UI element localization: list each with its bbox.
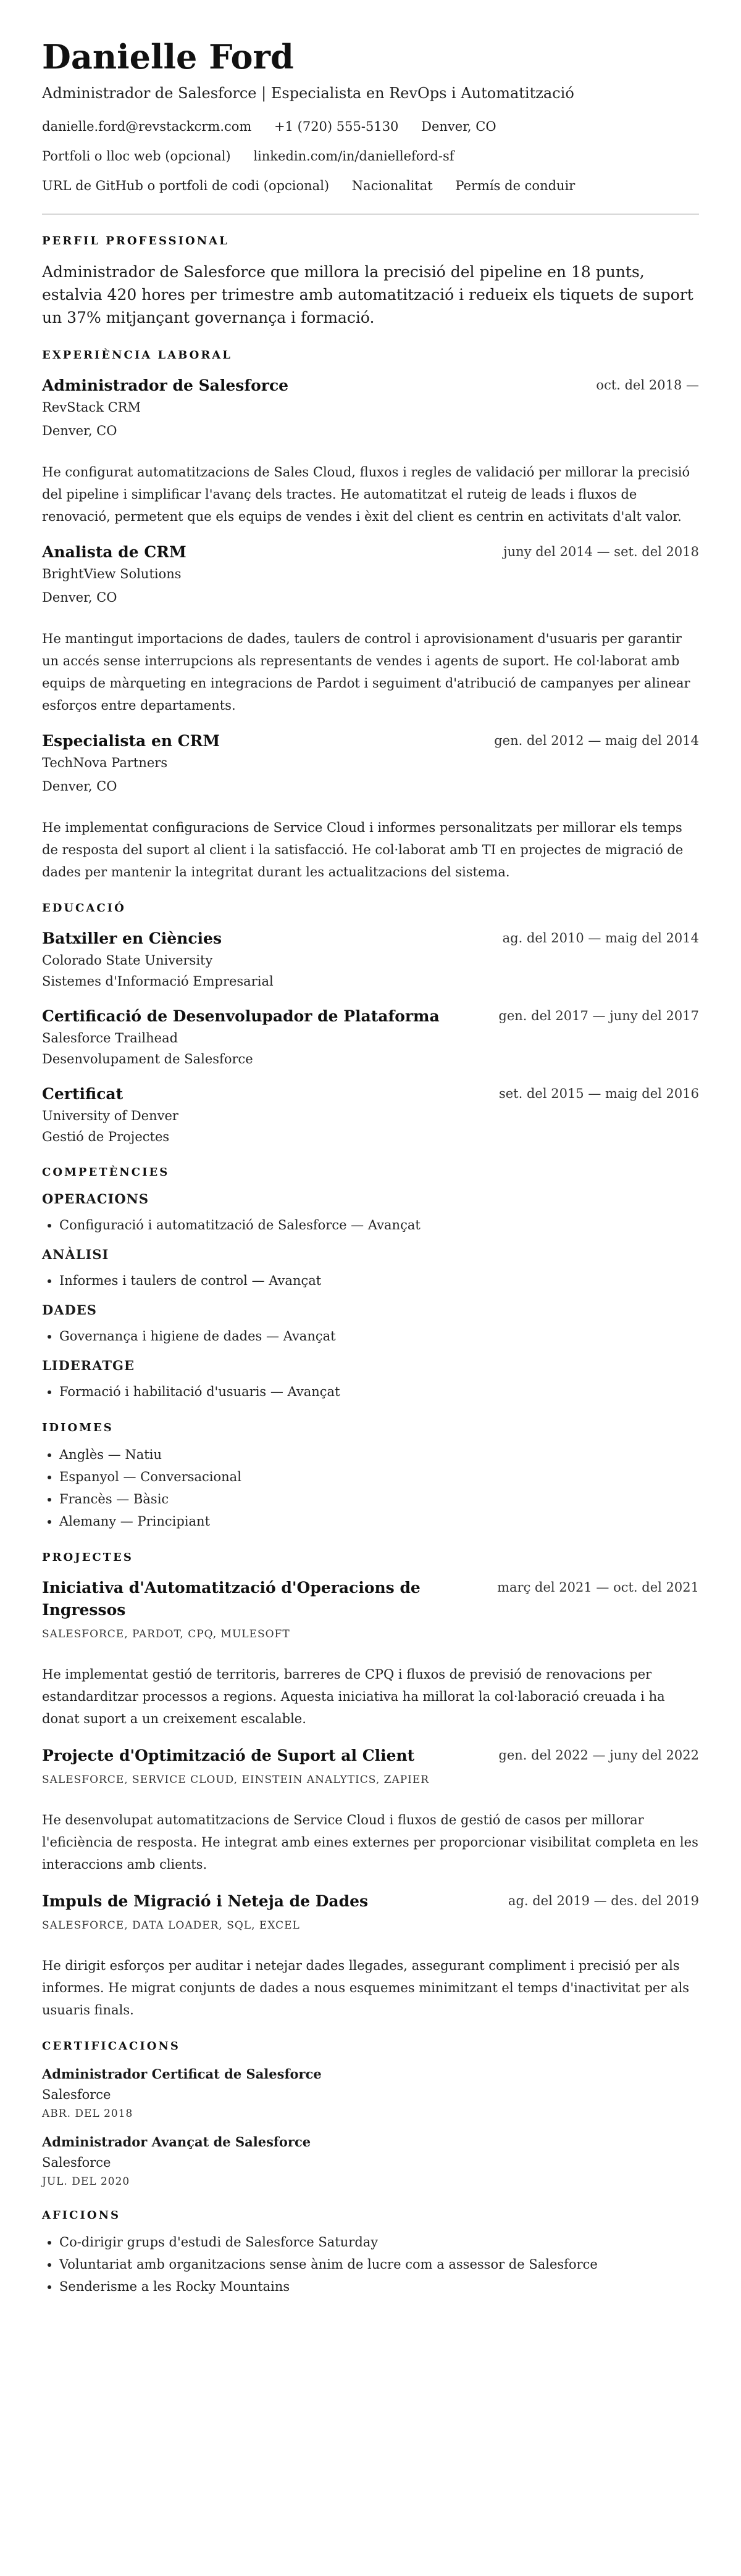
skill-item: • Configuració i automatització de Salesforce — Avançat	[59, 1214, 699, 1236]
language-item: • Anglès — Natiu	[59, 1444, 699, 1466]
languages-section	[42, 1420, 699, 1532]
location-text: Denver, CO	[421, 119, 496, 134]
project-description: He implementat gestió de territoris, barreres de CPQ i fluxos de previsió de renovacions per estandarditzar processos a regions. Aquesta iniciativa ha millorat la col·laboració creuada i ha donat suport a un creixement escalable.	[42, 1667, 665, 1726]
education-dates: set. del 2015 — maig del 2016	[498, 1086, 699, 1101]
hobbies-title: AFICIONS	[42, 2209, 121, 2222]
skill-list	[42, 1269, 699, 1292]
phone-text: +1 (720) 555-5130	[274, 119, 399, 134]
experience-section	[42, 347, 699, 883]
languages-list	[42, 1444, 699, 1532]
header-divider	[42, 214, 699, 215]
education-dates: ag. del 2010 — maig del 2014	[502, 931, 699, 945]
skill-item: • Formació i habilitació d'usuaris — Avançat	[59, 1381, 699, 1403]
certifications-title: CERTIFICACIONS	[42, 2040, 180, 2053]
language-item: • Espanyol — Conversacional	[59, 1466, 699, 1488]
education-entry	[42, 1083, 699, 1147]
headline: Administrador de Salesforce | Especialista en RevOps i Automatització	[42, 85, 574, 102]
profile-summary: Administrador de Salesforce que millora la precisió del pipeline en 18 punts, estalvia 420 hores per trimestre amb automatització i redueix els tiquets de suport un 37% mitjançant governança i formació.	[42, 263, 693, 326]
field-of-study: Sistemes d'Informació Empresarial	[42, 974, 274, 989]
certification-date: JUL. DEL 2020	[42, 2175, 130, 2188]
institution-name: Salesforce Trailhead	[42, 1031, 178, 1045]
profile-title: PERFIL PROFESSIONAL	[42, 235, 229, 247]
projects-section	[42, 1550, 699, 2021]
education-entry	[42, 1005, 699, 1070]
experience-entry	[42, 730, 699, 883]
certification-date: ABR. DEL 2018	[42, 2108, 133, 2120]
project-tags: SALESFORCE, DATA LOADER, SQL, EXCEL	[42, 1919, 300, 1932]
project-name: Projecte d'Optimització de Suport al Client	[42, 1747, 415, 1764]
job-role: Administrador de Salesforce	[42, 376, 289, 394]
job-role: Analista de CRM	[42, 543, 186, 561]
degree-name: Batxiller en Ciències	[42, 929, 222, 947]
experience-title: EXPERIÈNCIA LABORAL	[42, 349, 232, 362]
skill-group-title: ANÀLISI	[42, 1247, 109, 1262]
project-description: He dirigit esforços per auditar i netejar dades llegades, assegurant compliment i precisió per als informes. He migrat conjunts de dades a nous esquemes minimitzant el temps d'inactivitat per als usuaris finals.	[42, 1958, 690, 2017]
project-tags: SALESFORCE, SERVICE CLOUD, EINSTEIN ANALYTICS, ZAPIER	[42, 1774, 430, 1786]
skills-title: COMPETÈNCIES	[42, 1166, 170, 1179]
project-name: Impuls de Migració i Neteja de Dades	[42, 1892, 369, 1910]
language-item: • Alemany — Principiant	[59, 1510, 699, 1532]
skill-item: • Informes i taulers de control — Avançat	[59, 1269, 699, 1292]
institution-name: Colorado State University	[42, 953, 213, 968]
project-entry	[42, 1577, 699, 1730]
skill-list	[42, 1381, 699, 1403]
experience-entry	[42, 375, 699, 528]
language-item: • Francès — Bàsic	[59, 1488, 699, 1510]
job-location: Denver, CO	[42, 590, 117, 605]
linkedin-link[interactable]: linkedin.com/in/danielleford-sf	[253, 149, 454, 164]
experience-entry	[42, 541, 699, 717]
certification-entry	[42, 2064, 699, 2122]
nationality-text: Nacionalitat	[351, 178, 433, 193]
skills-section	[42, 1165, 699, 1403]
certification-entry	[42, 2132, 699, 2190]
project-dates: març del 2021 — oct. del 2021	[497, 1580, 699, 1595]
job-description: He mantingut importacions de dades, taulers de control i aprovisionament d'usuaris per garantir un accés sense interrupcions als representants de vendes i agents de suport. He col·laborat amb equips de màrqueting en integracions de Pardot i seguiment d'atribució de campanyes per alinear esforços entre departaments.	[42, 631, 690, 713]
job-location: Denver, CO	[42, 423, 117, 438]
skill-group-title: OPERACIONS	[42, 1191, 149, 1207]
profile-section	[42, 233, 699, 329]
resume-header	[42, 37, 699, 195]
job-dates: juny del 2014 — set. del 2018	[503, 544, 699, 559]
languages-title: IDIOMES	[42, 1421, 114, 1434]
job-description: He implementat configuracions de Service Cloud i informes personalitzats per millorar els temps de resposta del suport al client i la satisfacció. He col·laborat amb TI en projectes de migració de dades per mantenir la integritat durant les actualitzacions del sistema.	[42, 820, 684, 879]
skill-list	[42, 1214, 699, 1236]
skill-list	[42, 1325, 699, 1347]
certification-issuer: Salesforce	[42, 2155, 111, 2170]
portfolio-text: Portfoli o lloc web (opcional)	[42, 149, 231, 164]
email-text: danielle.ford@revstackcrm.com	[42, 119, 252, 134]
certification-issuer: Salesforce	[42, 2087, 111, 2102]
project-description: He desenvolupat automatitzacions de Service Cloud i fluxos de gestió de casos per millorar l'eficiència de resposta. He integrat amb eines externes per proporcionar visibilitat completa en les interaccions amb clients.	[42, 1813, 698, 1872]
education-entry	[42, 928, 699, 992]
certification-name: Administrador Certificat de Salesforce	[42, 2066, 322, 2082]
skill-group-title: DADES	[42, 1302, 97, 1318]
project-dates: gen. del 2022 — juny del 2022	[498, 1748, 699, 1763]
institution-name: University of Denver	[42, 1108, 178, 1123]
hobby-item: • Voluntariat amb organitzacions sense ànim de lucre com a assessor de Salesforce	[59, 2253, 699, 2275]
contact-row-2	[42, 147, 699, 165]
driving-license-text: Permís de conduir	[455, 178, 576, 193]
projects-title: PROJECTES	[42, 1551, 133, 1564]
hobby-item: • Senderisme a les Rocky Mountains	[59, 2275, 699, 2298]
job-description: He configurat automatitzacions de Sales Cloud, fluxos i regles de validació per millorar la precisió del pipeline i simplificar l'avanç dels tractes. He automatitzat el ruteig de leads i fluxos de renovació, permetent que els equips de vendes i èxit del client es centrin en activitats d'alt valor.	[42, 465, 690, 524]
candidate-name: Danielle Ford	[42, 37, 294, 77]
education-title: EDUCACIÓ	[42, 902, 126, 915]
job-dates: oct. del 2018 —	[596, 378, 699, 393]
hobbies-list	[42, 2231, 699, 2298]
job-company: BrightView Solutions	[42, 567, 182, 581]
job-dates: gen. del 2012 — maig del 2014	[494, 733, 699, 748]
skill-item: • Governança i higiene de dades — Avançat	[59, 1325, 699, 1347]
education-dates: gen. del 2017 — juny del 2017	[498, 1008, 699, 1023]
field-of-study: Gestió de Projectes	[42, 1129, 170, 1144]
field-of-study: Desenvolupament de Salesforce	[42, 1052, 253, 1066]
hobby-item: • Co-dirigir grups d'estudi de Salesforce Saturday	[59, 2231, 699, 2253]
degree-name: Certificat	[42, 1085, 124, 1103]
project-tags: SALESFORCE, PARDOT, CPQ, MULESOFT	[42, 1628, 290, 1640]
contact-row-1	[42, 117, 699, 136]
certification-name: Administrador Avançat de Salesforce	[42, 2134, 311, 2150]
skill-group-title: LIDERATGE	[42, 1358, 135, 1373]
job-company: TechNova Partners	[42, 755, 168, 770]
contact-row-3	[42, 177, 699, 195]
job-role: Especialista en CRM	[42, 732, 220, 750]
degree-name: Certificació de Desenvolupador de Plataforma	[42, 1007, 440, 1025]
hobbies-section	[42, 2208, 699, 2298]
job-location: Denver, CO	[42, 779, 117, 794]
project-entry	[42, 1890, 699, 2021]
certifications-section	[42, 2038, 699, 2190]
github-text: URL de GitHub o portfoli de codi (opcional)	[42, 178, 330, 193]
education-section	[42, 900, 699, 1147]
project-dates: ag. del 2019 — des. del 2019	[508, 1893, 699, 1908]
project-name: Iniciativa d'Automatització d'Operacions de Ingressos	[42, 1579, 421, 1619]
project-entry	[42, 1745, 699, 1876]
job-company: RevStack CRM	[42, 400, 141, 415]
